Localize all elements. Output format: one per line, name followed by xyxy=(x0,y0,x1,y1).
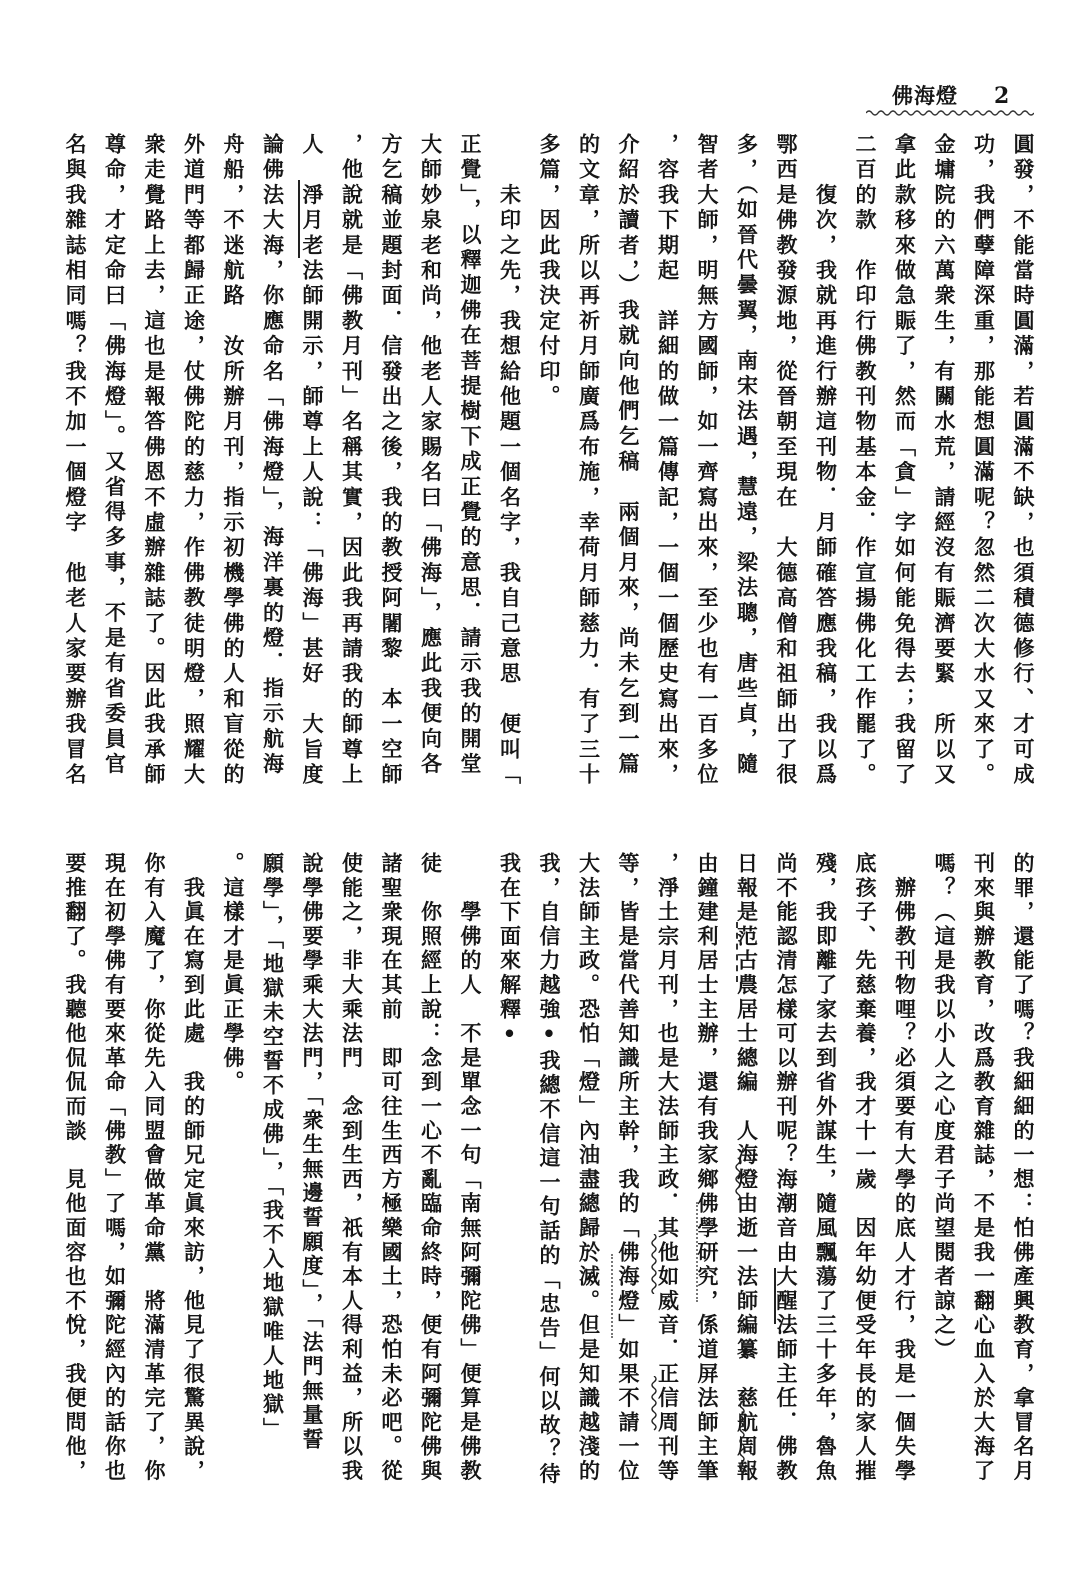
text-column: 尚不能認清怎樣可以辦刊呢？海潮音由大醒法師主任．佛教 xyxy=(774,852,798,1484)
wavy-mark-icon xyxy=(650,1234,658,1294)
text-column: 未印之先，我想給他題一個名字，我自己意思 便叫「 xyxy=(497,133,522,789)
text-column: 智者大師，明無方國師，如一齊寫出來，至少也有一百多位 xyxy=(695,133,719,789)
text-column: 我眞在寫到此處 我的師兄定眞來訪，他見了很驚異說， xyxy=(181,852,206,1484)
text-column: 拿此款移來做急賑了，然而「貪」字如何能免得去；我留了 xyxy=(892,133,917,789)
text-column: 諸聖衆現在其前 即可往生西方極樂國土，恐怕未必吧。從 xyxy=(379,852,403,1484)
text-column: 尊命，才定命曰「佛海燈」。又省得多事，不是有省委員官 xyxy=(102,133,127,778)
text-column: 多篇，因此我決定付印。 xyxy=(537,133,561,411)
text-column: 學佛的人 不是單念一句「南無阿彌陀佛」便算是佛教 xyxy=(458,852,482,1484)
text-column: 復次，我就再進行辦這刊物．月師確答應我稿，我以爲 xyxy=(813,133,838,789)
proper-noun-mark xyxy=(736,922,738,982)
wavy-mark-icon xyxy=(738,1396,746,1476)
text-column: 論佛法大海，你應命名「佛海燈」，海洋裏的燈．指示航海 xyxy=(260,133,285,778)
wavy-mark-icon xyxy=(650,1376,658,1434)
text-column: 舟船，不迷航路 汝所辦月刊，指示初機學佛的人和盲從的 xyxy=(221,133,245,789)
wavy-rule-icon xyxy=(866,109,1034,117)
text-column: 底孩子、先慈棄養，我才十一歲 因年幼便受年長的家人摧 xyxy=(853,852,877,1484)
proper-noun-mark xyxy=(774,1268,776,1324)
text-column: 金墉院的六萬衆生，有關水荒，請經沒有賑濟要緊 所以又 xyxy=(932,133,956,789)
text-column: 正覺」，以釋迦佛在菩提樹下成正覺的意思．請示我的開堂 xyxy=(458,133,482,778)
text-column: 我在下面來解釋• xyxy=(497,852,522,1050)
text-column: ，容我下期起 詳細的做一篇傳記，一個一個歷史寫出來， xyxy=(655,133,680,789)
text-column: 方乞稿並題封面．信發出之後，我的教授阿闍黎 本一空師 xyxy=(379,133,403,789)
text-column: 要推翻了。我聽他侃侃而談 見他面容也不悅，我便問他， xyxy=(63,852,87,1484)
text-column: 現在初學佛有要來革命「佛教」了嗎，如彌陀經內的話你也 xyxy=(102,852,127,1484)
text-column: 的罪，還能了嗎？我細細的一想：怕佛產興教育，拿冒名月 xyxy=(1011,852,1035,1484)
text-column: 衆走覺路上去，這也是報答佛恩不虛辦雜誌了。因此我承師 xyxy=(142,133,166,789)
text-column: 由鐘建利居士主辦，還有我家鄉佛學研究，係道屏法師主筆 xyxy=(695,852,719,1484)
text-column: 外道門等都歸正途，仗佛陀的慈力，作佛教徒明燈，照耀大 xyxy=(181,133,206,789)
text-column: 願學」，「地獄未空誓不成佛」，「我不入地獄唯人地獄」 xyxy=(260,852,285,1442)
text-column: ，他說就是「佛教月刊」名稱其實，因此我再請我的師尊上 xyxy=(339,133,364,789)
text-column: 使能之，非大乘法門 念到生西，祇有本人得利益，所以我 xyxy=(339,852,364,1484)
text-column: 日報是范古農居士總編 人海燈由逝一法師編纂 慈航周報 xyxy=(734,852,759,1484)
running-title: 佛海燈 xyxy=(892,84,958,108)
text-column: 大師妙泉老和尚，他老人家賜名曰「佛海」，應此我便向各 xyxy=(418,133,443,778)
text-column: 功，我們孽障深重，那能想圓滿呢？忽然二次大水又來了。 xyxy=(971,133,996,789)
proper-noun-mark xyxy=(696,1202,698,1302)
text-column: 名與我雜誌相同嗎？我不加一個燈字 他老人家要辦我冒名 xyxy=(63,133,87,789)
text-column: 辦佛教刊物哩？必須要有大學的底人才行，我是一個失學 xyxy=(892,852,917,1484)
wavy-mark-icon xyxy=(734,1158,742,1202)
text-column: 多，（如晉代曇翼，南宋法遇，慧遠，梁法聰，唐些貞，隨 xyxy=(734,133,759,778)
upper-text-block xyxy=(55,133,1043,795)
text-column: 殘，我即離了家去到省外謀生，隨風飄蕩了三十多年，魯魚 xyxy=(813,852,838,1484)
proper-noun-mark xyxy=(298,180,300,258)
text-column: 鄂西是佛教發源地，從晉朝至現在 大德高僧和祖師出了很 xyxy=(774,133,798,789)
text-column: 人 淨月老法師開示，師尊上人說：「佛海」甚好 大旨度 xyxy=(300,133,324,789)
text-column: 等，皆是當代善知識所主幹，我的「佛海燈」如果不請一位 xyxy=(616,852,640,1484)
text-column: 刊來與辦教育，改爲教育雜誌，不是我一翻心血入於大海了 xyxy=(971,852,996,1484)
text-column: 我，自信力越強•我總不信這一句話的「忠告」何以故？待 xyxy=(537,852,561,1487)
text-column: 大法師主政。恐怕「燈」內油盡總歸於滅。但是知識越淺的 xyxy=(576,852,601,1484)
text-column: 嗎？（這是我以小人之心度君子尚望閱者諒之） xyxy=(932,852,956,1363)
text-column: 你有入魔了，你從先入同盟會做革命黨 將滿清革完了，你 xyxy=(142,852,166,1484)
text-column: 徒 你照經上說：念到一心不亂臨命終時，便有阿彌陀佛與 xyxy=(418,852,443,1484)
text-column: 介紹於讀者，）我就向他們乞稿 兩個月來，尚未乞到一篇 xyxy=(616,133,640,778)
text-column: 二百的款 作印行佛教刊物基本金．作宣揚佛化工作罷了。 xyxy=(853,133,877,789)
lower-text-block xyxy=(55,852,1043,1492)
text-column: 。這樣才是眞正學佛。 xyxy=(221,852,245,1095)
proper-noun-mark xyxy=(611,1254,613,1338)
text-column: 的文章，所以再祈月師廣爲布施，幸荷月師慈力．有了三十 xyxy=(576,133,601,789)
text-column: 圓發，不能當時圓滿，若圓滿不缺，也須積德修行、才可成 xyxy=(1011,133,1035,789)
page-number: 2 xyxy=(994,83,1010,109)
text-column: ，淨土宗月刊，也是大法師主政．其他如威音．正信周刊等 xyxy=(655,852,680,1484)
text-column: 說學佛要學乘大法門，「衆生無邊誓願度」，「法門無量誓 xyxy=(300,852,324,1453)
